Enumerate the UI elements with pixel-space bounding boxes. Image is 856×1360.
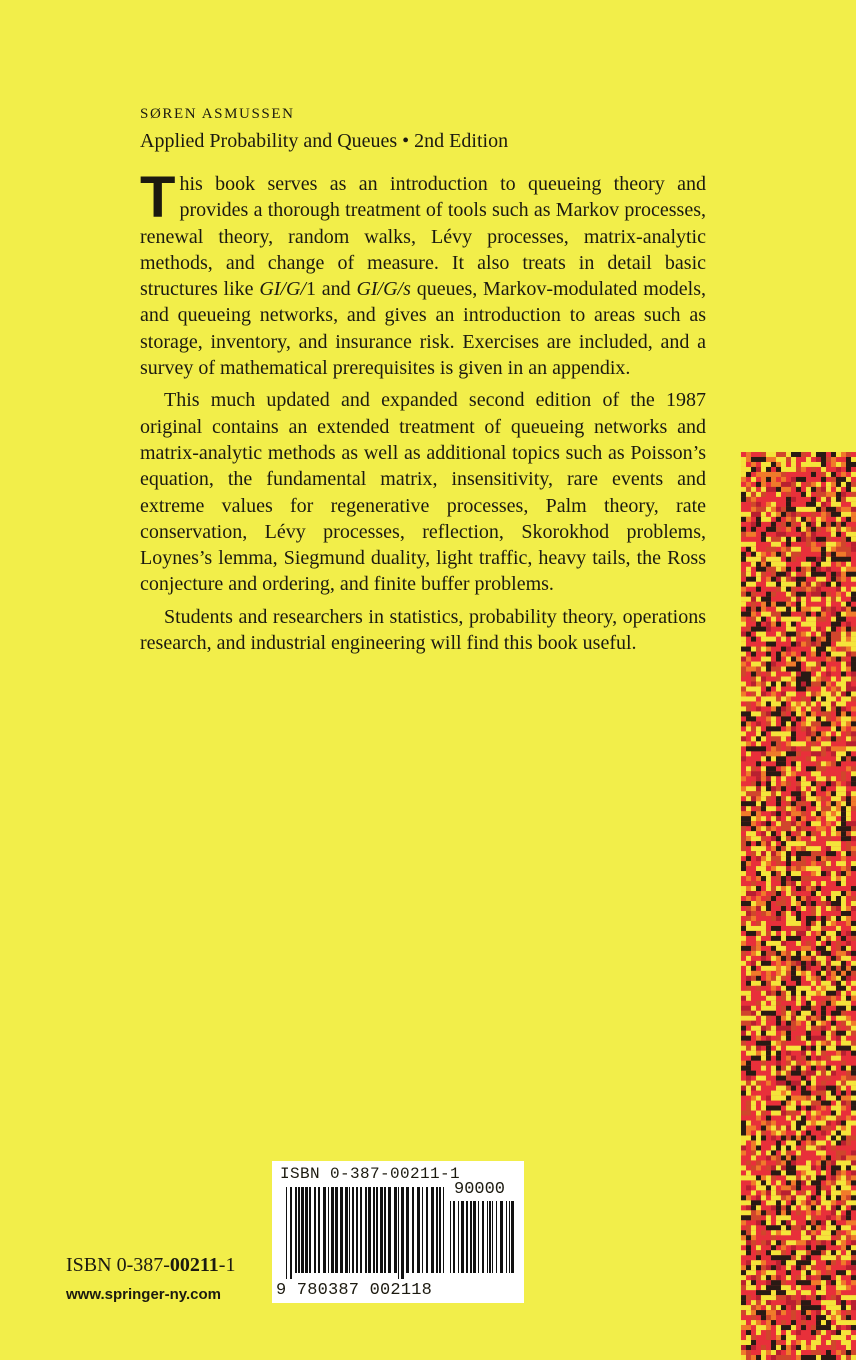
p1-text-b: 1 and [306, 278, 357, 301]
p1-text-c: queues, Markov-modulated models, and queueing networks, and gives an introduction to areas such as storage, inventory, and insurance risk. Exercises are included, and a survey of mathematical prerequisites is given in an appendix. [140, 278, 706, 380]
addon-barcode [450, 1201, 516, 1279]
isbn-number [66, 1254, 235, 1277]
description-paragraph-2: This much updated and expanded second edition of the 1987 original contains an extended treatment of queueing networks and matrix-analytic methods as well as additional topics such as Poisson’s equation, the fundamental matrix, insensitivity, rare events and extreme values for regenerative processes, Palm theory, rate conservation, Lévy processes, reflection, Skorokhod problems, Loynes’s lemma, Siegmund duality, light traffic, heavy tails, the Ross conjecture and ordering, and finite buffer problems. [140, 389, 706, 596]
drop-cap: T [140, 165, 176, 230]
publisher-website: www.springer-ny.com [66, 1286, 222, 1303]
description-paragraph-1 [140, 165, 706, 381]
decorative-pattern-strip [741, 452, 856, 1360]
pattern-mosaic [741, 452, 856, 1360]
barcode-ean-number: 9 780387 002118 [276, 1281, 433, 1300]
description [140, 165, 706, 662]
barcode-isbn-label: ISBN 0-387-00211-1 [280, 1165, 461, 1183]
isbn-prefix: ISBN 0-387- [66, 1254, 170, 1276]
barcode-box [272, 1161, 524, 1303]
barcode-price-code: 90000 [454, 1180, 506, 1199]
isbn-bold: 00211 [169, 1254, 219, 1276]
author-name: SØREN ASMUSSEN [140, 106, 295, 122]
ean-barcode [286, 1187, 446, 1279]
book-title: Applied Probability and Queues • 2nd Edition [140, 130, 509, 152]
p1-text-a: his book serves as an introduction to queueing theory and provides a thorough treatment of tools such as Markov processes, renewal theory, random walks, Lévy processes, matrix-analytic methods, and change of measure. It also treats in detail basic structures like [140, 173, 706, 301]
p1-italic-a: GI/G/ [259, 278, 306, 301]
description-paragraph-3: Students and researchers in statistics, probability theory, operations research, and industrial engineering will find this book useful. [140, 605, 706, 655]
isbn-suffix: -1 [218, 1254, 236, 1276]
p1-italic-b: GI/G/s [356, 278, 411, 301]
